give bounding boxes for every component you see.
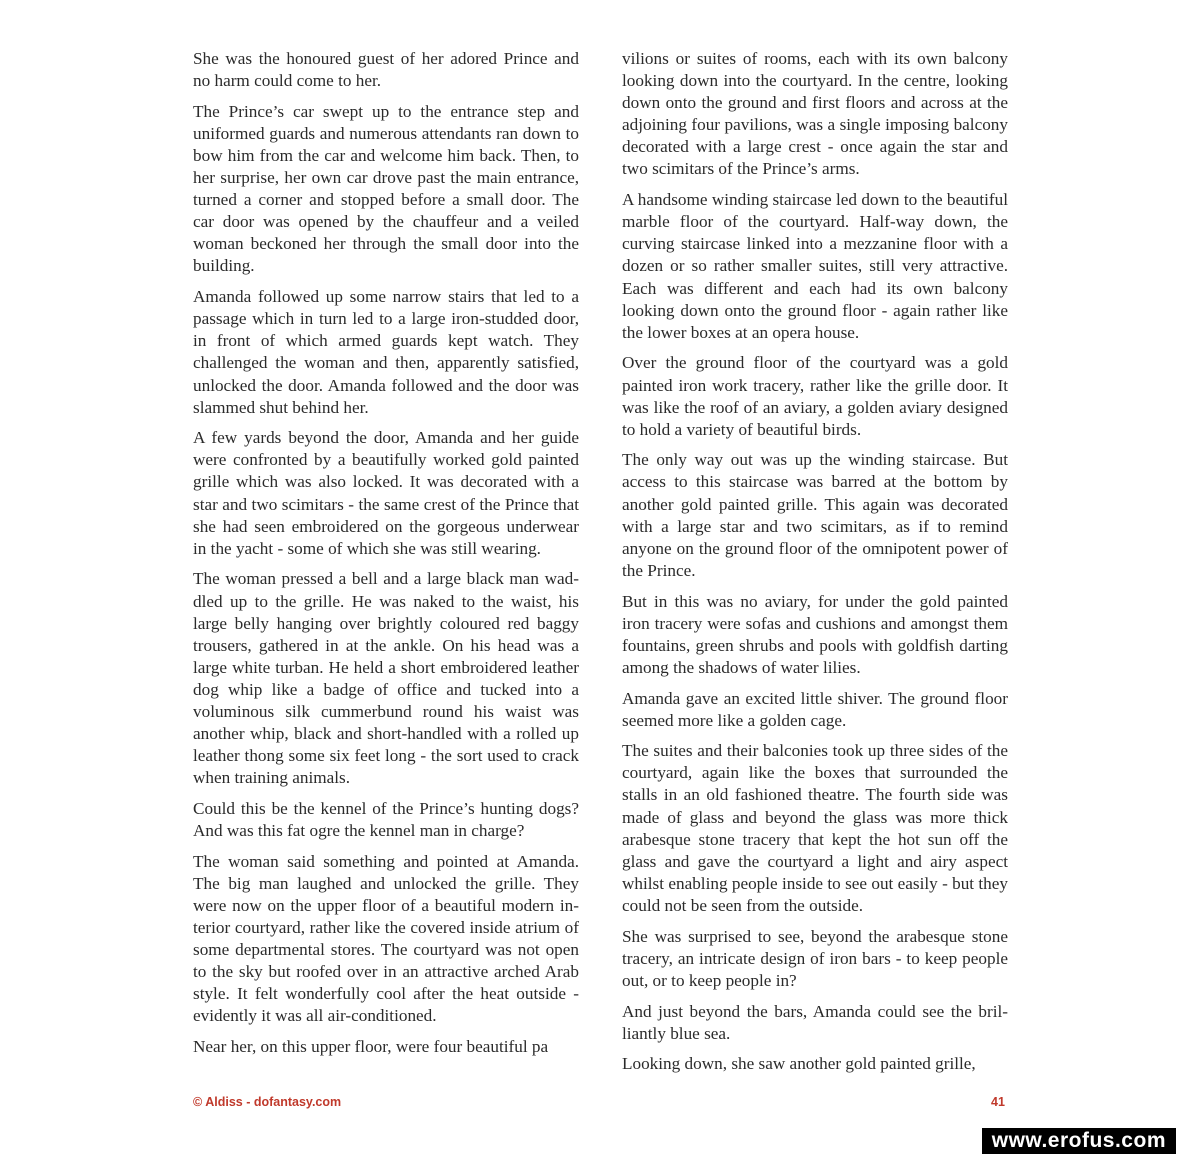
paragraph: But in this was no aviary, for under the gold painted iron tracery were sofas and cushions and amongst them fountains, green shrubs and pools with goldfish darting among the shadows of water lilies. [622,591,1008,677]
paragraph: Near her, on this upper floor, were four beautiful pa [193,1037,549,1057]
page-number: 41 [991,1095,1005,1109]
paragraph: The only way out was up the winding staircase. But access to this staircase was barred at the bottom by another gold painted grille. This again was decorated with a large star and two scimitars, as if to remind anyone on the ground floor of the omnipotent power of the Prince. [622,450,1008,580]
paragraph: A handsome winding staircase led down to the beautiful marble floor of the courtyard. Half-way down, the curving staircase linked into a mezzanine floor with a dozen or so rather smaller suites, still very attractive. Each was different and each had its own balcony looking down onto the ground floor - again rather like the lower boxes at an opera house. [622,190,1008,342]
paragraph: And just beyond the bars, Amanda could see the brilliantly blue sea. [622,1001,1008,1043]
paragraph: The Prince’s car swept up to the entrance step and uniformed guards and numerous attendants ran down to bow him from the car and welcome him back. Then, to her surprise, her own car drove past the main entrance, turned a corner and stopped before a small door. The car door was opened by the chauffeur and a veiled woman beckoned her through the small door into the building. [193,101,579,276]
right-text-column [622,48,1008,1084]
paragraph: Amanda followed up some narrow stairs that led to a passage which in turn led to a large iron-studded door, in front of which armed guards kept watch. They challenged the woman and then, apparently satisfied, unlocked the door. Amanda followed and the door was slammed shut behind her. [193,287,579,417]
watermark: www.erofus.com [982,1128,1176,1154]
paragraph: Could this be the kennel of the Prince’s hunting dogs? And was this fat ogre the kennel man in charge? [193,798,579,841]
paragraph: The woman pressed a bell and a large black man waddled up to the grille. He was naked to the waist, his large belly hanging over brightly coloured red baggy trousers, gathered in at the ankle. On his head was a large white turban. He held a short embroidered leather dog whip like a badge of office and tucked into a voluminous silk cummerbund round his waist was another whip, black and short-handled with a rolled up leather thong some six feet long - the sort used to crack when training animals. [193,569,579,788]
paragraph: The woman said something and pointed at Amanda. The big man laughed and unlocked the grille. They were now on the upper floor of a beautiful modern interior courtyard, rather like the covered inside atrium of some departmental stores. The courtyard was not open to the sky but roofed over in an attractive arched Arab style. It felt wonderfully cool after the heat outside - evidently it was all air-conditioned. [193,851,579,1026]
paragraph: Amanda gave an excited little shiver. The ground floor seemed more like a golden cage. [622,688,1008,730]
paragraph: vilions or suites of rooms, each with its own balcony looking down into the courtyard. In the centre, looking down onto the ground and first floors and across at the adjoining four pavilions, was a single imposing balcony decorated with a large crest - once again the star and two scimitars of the Prince’s arms. [622,49,1008,179]
paragraph: A few yards beyond the door, Amanda and her guide were confronted by a beautifully worked gold painted grille which was also locked. It was decorated with a star and two scimitars - the same crest of the Prince that she had seen embroidered on the gorgeous underwear in the yacht - some of which she was still wearing. [193,428,579,558]
paragraph: Over the ground floor of the courtyard was a gold painted iron work tracery, rather like the grille door. It was like the roof of an aviary, a golden aviary designed to hold a variety of beautiful birds. [622,353,1008,439]
paragraph: The suites and their balconies took up three sides of the courtyard, again like the boxes that surrounded the stalls in an old fashioned theatre. The fourth side was made of glass and beyond the glass was more thick arabesque stone tracery that kept the hot sun off the glass and gave the courtyard a light and airy aspect whilst enabling people inside to see out easily - but they could not be seen from the outside. [622,741,1008,915]
paragraph: She was surprised to see, beyond the arabesque stone tracery, an intricate design of iron bars - to keep people out, or to keep people in? [622,926,1008,990]
left-text-column [193,48,579,1067]
paragraph: Looking down, she saw another gold painted grille, [622,1054,976,1074]
copyright-notice: © Aldiss - dofantasy.com [193,1095,342,1109]
paragraph: She was the honoured guest of her adored Prince and no harm could come to her. [193,49,579,91]
